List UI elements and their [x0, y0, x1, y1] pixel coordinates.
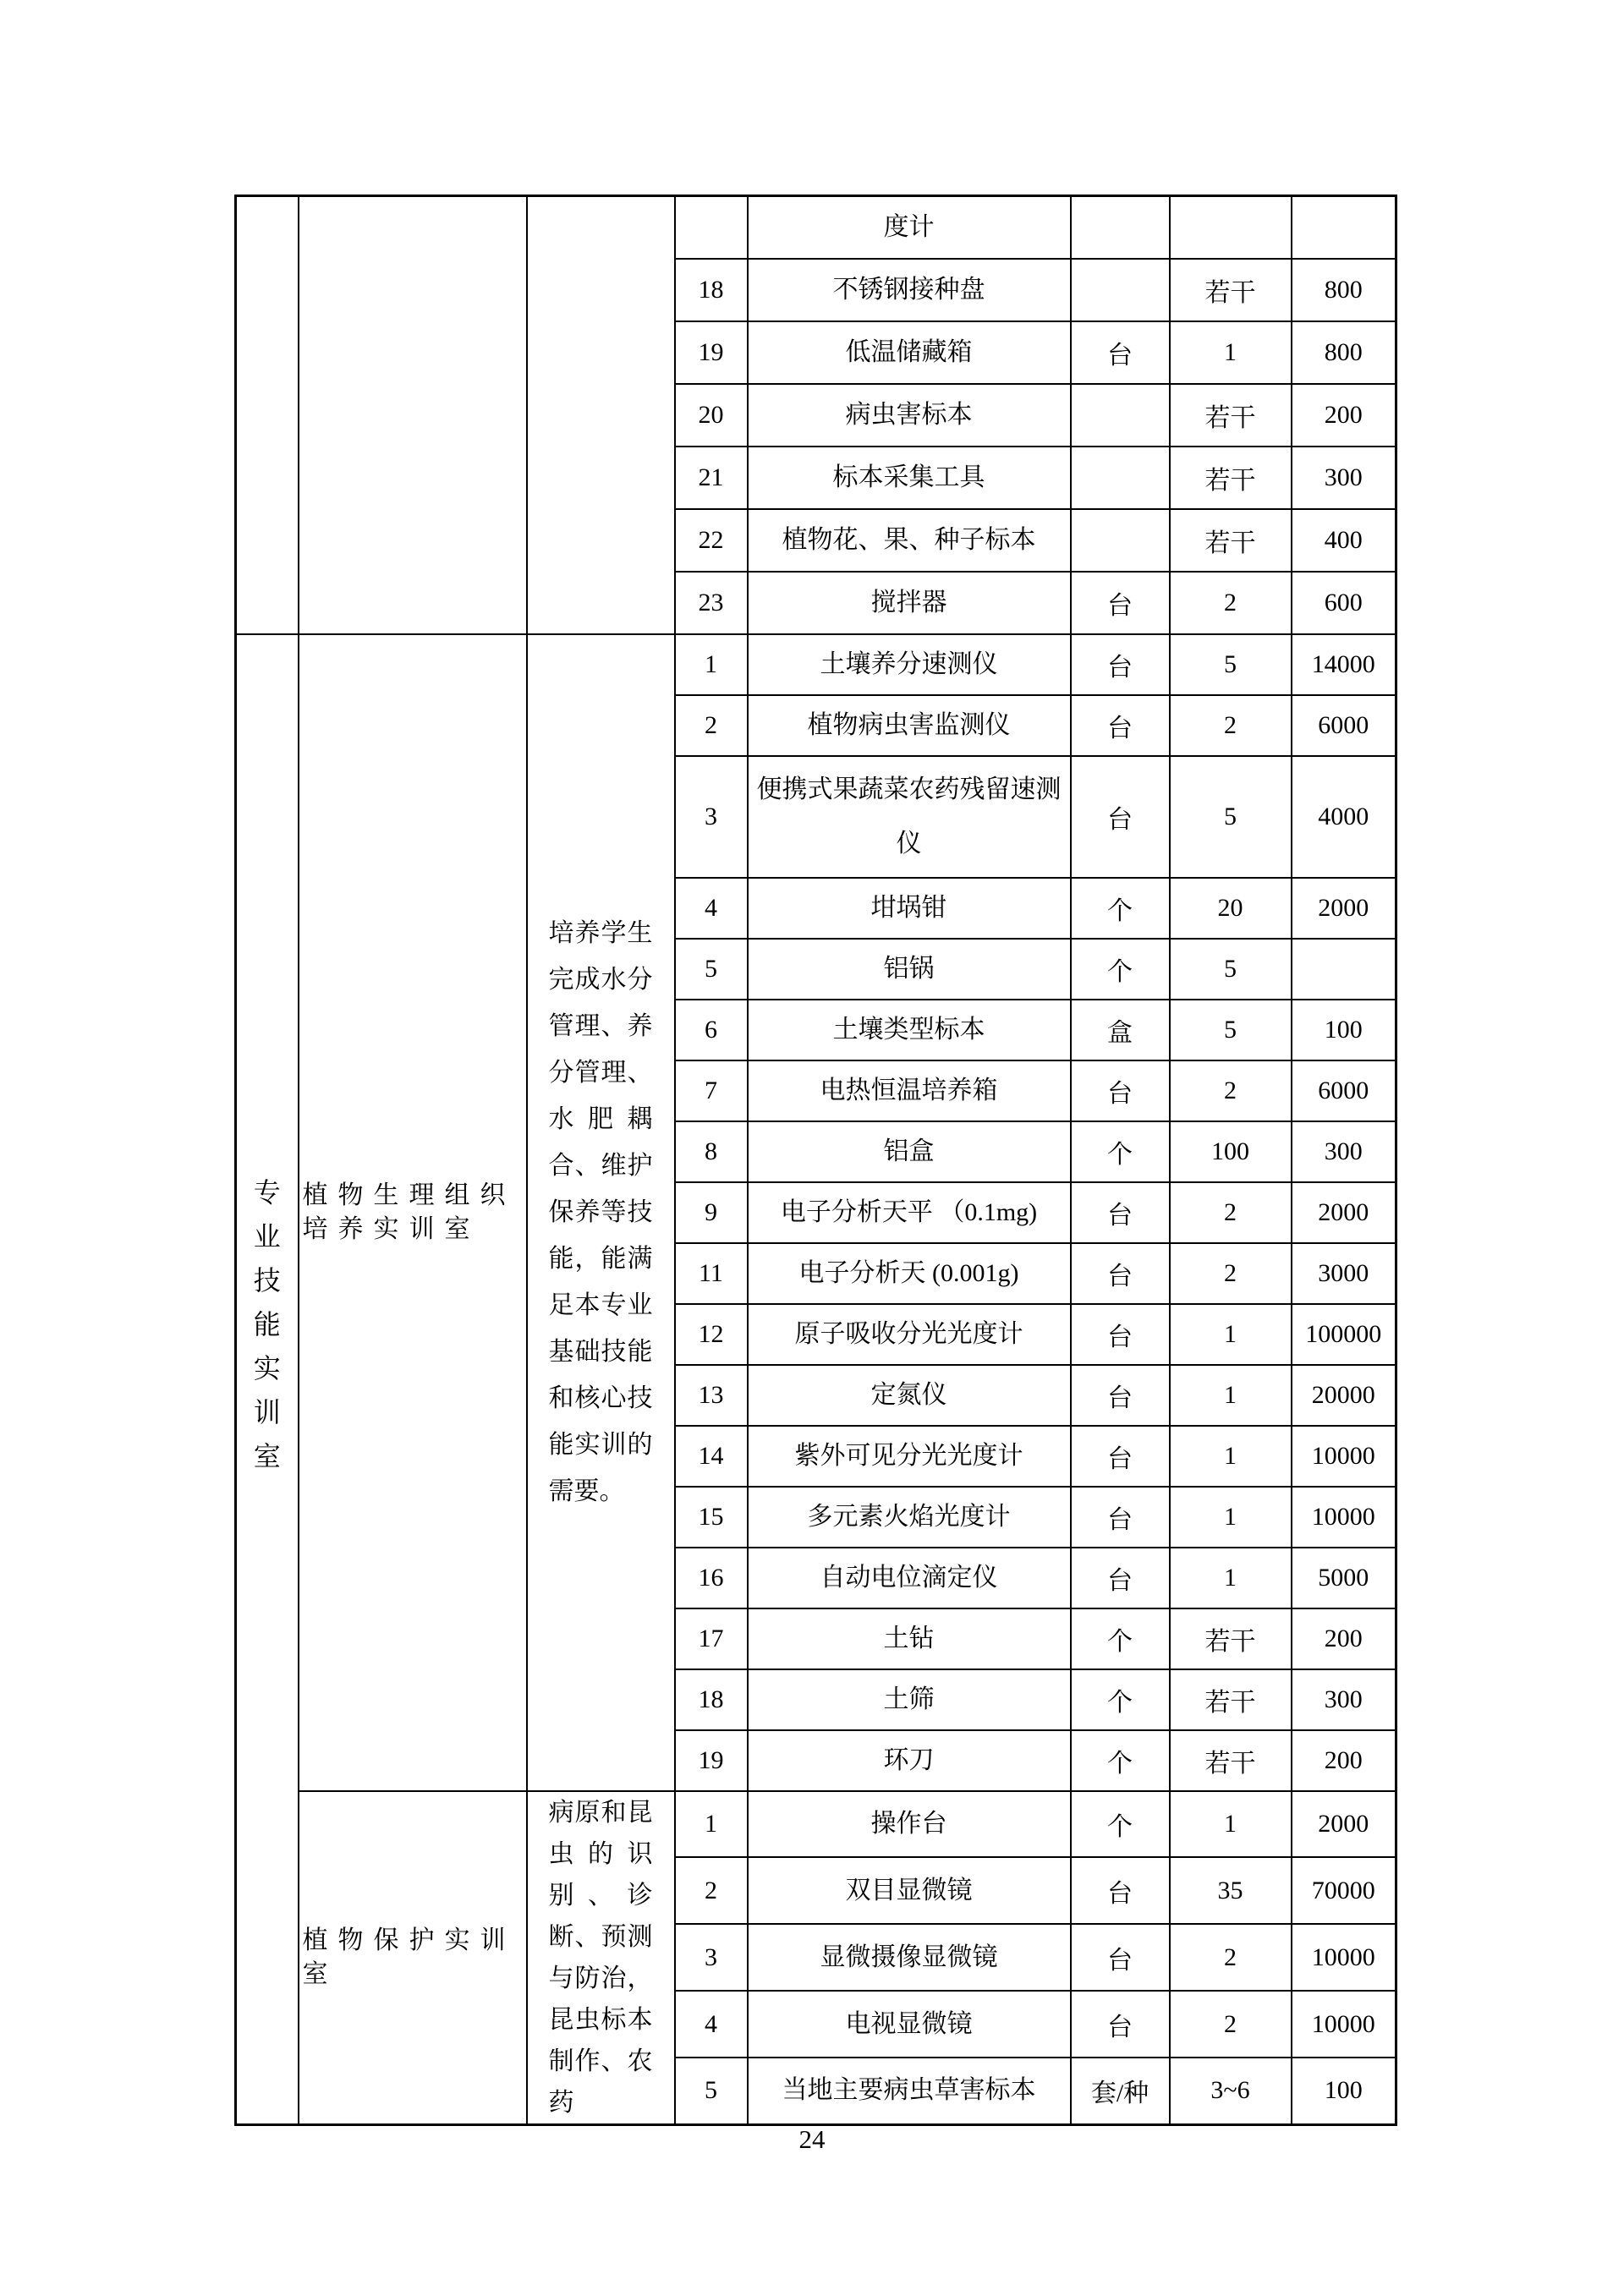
quantity-cell: 1	[1170, 1487, 1292, 1548]
room-description: 培养学生完成水分管理、养分管理、水肥耦合、维护保养等技能，能满足本专业基础技能和核心技能实训的需要。	[548, 919, 653, 1505]
row-number-cell: 3	[675, 1924, 748, 1991]
row-number-cell: 23	[675, 572, 748, 634]
room-description: 病原和昆虫的识别、诊断、预测与防治，昆虫标本制作、农药	[548, 1798, 653, 2117]
quantity-cell: 2	[1170, 1991, 1292, 2058]
equipment-name-cell: 度计	[748, 196, 1071, 259]
row-number-cell: 14	[675, 1426, 748, 1487]
equipment-name-cell: 双目显微镜	[748, 1857, 1071, 1924]
equipment-name-cell: 电热恒温培养箱	[748, 1060, 1071, 1121]
row-number-cell: 19	[675, 1730, 748, 1791]
price-cell: 5000	[1292, 1548, 1396, 1608]
quantity-cell: 若干	[1170, 1608, 1292, 1669]
unit-cell	[1071, 196, 1170, 259]
quantity-cell: 1	[1170, 1304, 1292, 1365]
row-number-cell: 18	[675, 259, 748, 321]
equipment-name-cell: 自动电位滴定仪	[748, 1548, 1071, 1608]
room-cell-continued	[299, 196, 527, 634]
price-cell: 300	[1292, 1121, 1396, 1182]
row-number-cell: 22	[675, 509, 748, 572]
price-cell: 4000	[1292, 756, 1396, 878]
quantity-cell: 5	[1170, 1000, 1292, 1060]
price-cell: 2000	[1292, 878, 1396, 939]
unit-cell	[1071, 384, 1170, 447]
quantity-cell: 20	[1170, 878, 1292, 939]
equipment-name-cell: 植物病虫害监测仪	[748, 695, 1071, 756]
row-number-cell: 17	[675, 1608, 748, 1669]
price-cell: 100000	[1292, 1304, 1396, 1365]
quantity-cell	[1170, 196, 1292, 259]
description-cell	[527, 1791, 675, 2125]
unit-cell: 盒	[1071, 1000, 1170, 1060]
equipment-name-cell: 电子分析天 (0.001g)	[748, 1243, 1071, 1304]
row-number-cell: 15	[675, 1487, 748, 1548]
equipment-name-cell: 显微摄像显微镜	[748, 1924, 1071, 1991]
row-number-cell: 3	[675, 756, 748, 878]
quantity-cell: 3~6	[1170, 2058, 1292, 2124]
price-cell	[1292, 939, 1396, 1000]
equipment-name-cell: 电子分析天平 （0.1mg)	[748, 1182, 1071, 1243]
quantity-cell: 5	[1170, 634, 1292, 695]
room-cell	[299, 1791, 527, 2125]
unit-cell: 台	[1071, 321, 1170, 384]
unit-cell: 台	[1071, 1304, 1170, 1365]
table-row	[236, 196, 1396, 259]
price-cell: 800	[1292, 321, 1396, 384]
room-cell	[299, 634, 527, 1791]
unit-cell: 台	[1071, 1924, 1170, 1991]
unit-cell: 个	[1071, 1669, 1170, 1730]
equipment-name-cell: 土钻	[748, 1608, 1071, 1669]
row-number-cell: 1	[675, 634, 748, 695]
category-cell	[236, 634, 299, 2125]
equipment-name-cell: 标本采集工具	[748, 447, 1071, 509]
quantity-cell: 若干	[1170, 447, 1292, 509]
price-cell	[1292, 196, 1396, 259]
row-number-cell: 8	[675, 1121, 748, 1182]
equipment-name-cell: 不锈钢接种盘	[748, 259, 1071, 321]
price-cell: 800	[1292, 259, 1396, 321]
price-cell: 300	[1292, 447, 1396, 509]
equipment-name-cell: 低温储藏箱	[748, 321, 1071, 384]
unit-cell: 套/种	[1071, 2058, 1170, 2124]
quantity-cell: 35	[1170, 1857, 1292, 1924]
price-cell: 600	[1292, 572, 1396, 634]
price-cell: 10000	[1292, 1426, 1396, 1487]
price-cell: 2000	[1292, 1791, 1396, 1858]
unit-cell: 台	[1071, 1548, 1170, 1608]
equipment-name-cell: 铝锅	[748, 939, 1071, 1000]
quantity-cell: 5	[1170, 939, 1292, 1000]
equipment-name-cell: 当地主要病虫草害标本	[748, 2058, 1071, 2124]
equipment-name-cell: 环刀	[748, 1730, 1071, 1791]
unit-cell: 台	[1071, 756, 1170, 878]
row-number-cell: 16	[675, 1548, 748, 1608]
quantity-cell: 若干	[1170, 1730, 1292, 1791]
row-number-cell: 11	[675, 1243, 748, 1304]
quantity-cell: 5	[1170, 756, 1292, 878]
unit-cell: 台	[1071, 634, 1170, 695]
quantity-cell: 1	[1170, 1791, 1292, 1858]
table-row	[236, 1791, 1396, 1858]
equipment-name-cell: 土筛	[748, 1669, 1071, 1730]
price-cell: 200	[1292, 1730, 1396, 1791]
price-cell: 400	[1292, 509, 1396, 572]
table-row	[236, 634, 1396, 695]
unit-cell: 个	[1071, 939, 1170, 1000]
price-cell: 70000	[1292, 1857, 1396, 1924]
description-cell-continued	[527, 196, 675, 634]
row-number-cell: 21	[675, 447, 748, 509]
price-cell: 14000	[1292, 634, 1396, 695]
equipment-name-cell: 电视显微镜	[748, 1991, 1071, 2058]
unit-cell: 个	[1071, 1121, 1170, 1182]
row-number-cell	[675, 196, 748, 259]
quantity-cell: 1	[1170, 1548, 1292, 1608]
unit-cell: 台	[1071, 572, 1170, 634]
price-cell: 20000	[1292, 1365, 1396, 1426]
description-cell	[527, 634, 675, 1791]
room-name: 植物生理组织培养实训室	[302, 1181, 516, 1243]
price-cell: 10000	[1292, 1991, 1396, 2058]
category-vertical-label: 专 业 技 能 实 训 室	[253, 1176, 281, 1471]
quantity-cell: 若干	[1170, 509, 1292, 572]
price-cell: 3000	[1292, 1243, 1396, 1304]
quantity-cell: 若干	[1170, 384, 1292, 447]
equipment-name-cell: 坩埚钳	[748, 878, 1071, 939]
equipment-name-cell: 植物花、果、种子标本	[748, 509, 1071, 572]
price-cell: 300	[1292, 1669, 1396, 1730]
equipment-name-cell: 操作台	[748, 1791, 1071, 1858]
price-cell: 10000	[1292, 1487, 1396, 1548]
unit-cell: 个	[1071, 1608, 1170, 1669]
unit-cell: 个	[1071, 1730, 1170, 1791]
price-cell: 200	[1292, 1608, 1396, 1669]
row-number-cell: 4	[675, 1991, 748, 2058]
quantity-cell: 100	[1170, 1121, 1292, 1182]
equipment-table	[234, 195, 1397, 2126]
category-cell-continued	[236, 196, 299, 634]
unit-cell	[1071, 509, 1170, 572]
unit-cell: 台	[1071, 1857, 1170, 1924]
quantity-cell: 2	[1170, 1060, 1292, 1121]
quantity-cell: 2	[1170, 1924, 1292, 1991]
equipment-name-cell: 定氮仪	[748, 1365, 1071, 1426]
unit-cell: 台	[1071, 1365, 1170, 1426]
equipment-name-cell: 土壤养分速测仪	[748, 634, 1071, 695]
quantity-cell: 2	[1170, 572, 1292, 634]
row-number-cell: 13	[675, 1365, 748, 1426]
equipment-name-cell: 便携式果蔬菜农药残留速测仪	[748, 756, 1071, 878]
row-number-cell: 6	[675, 1000, 748, 1060]
price-cell: 100	[1292, 1000, 1396, 1060]
equipment-name-cell: 原子吸收分光光度计	[748, 1304, 1071, 1365]
quantity-cell: 2	[1170, 695, 1292, 756]
equipment-name-cell: 紫外可见分光光度计	[748, 1426, 1071, 1487]
unit-cell: 台	[1071, 1060, 1170, 1121]
quantity-cell: 1	[1170, 1426, 1292, 1487]
unit-cell: 台	[1071, 1426, 1170, 1487]
unit-cell: 个	[1071, 878, 1170, 939]
price-cell: 100	[1292, 2058, 1396, 2124]
equipment-name-cell: 多元素火焰光度计	[748, 1487, 1071, 1548]
unit-cell: 个	[1071, 1791, 1170, 1858]
row-number-cell: 2	[675, 1857, 748, 1924]
quantity-cell: 若干	[1170, 1669, 1292, 1730]
price-cell: 200	[1292, 384, 1396, 447]
row-number-cell: 19	[675, 321, 748, 384]
row-number-cell: 4	[675, 878, 748, 939]
price-cell: 6000	[1292, 1060, 1396, 1121]
row-number-cell: 7	[675, 1060, 748, 1121]
unit-cell	[1071, 447, 1170, 509]
page-number: 24	[798, 2124, 826, 2154]
row-number-cell: 20	[675, 384, 748, 447]
quantity-cell: 2	[1170, 1182, 1292, 1243]
row-number-cell: 5	[675, 2058, 748, 2124]
row-number-cell: 12	[675, 1304, 748, 1365]
unit-cell: 台	[1071, 1243, 1170, 1304]
unit-cell: 台	[1071, 695, 1170, 756]
unit-cell: 台	[1071, 1487, 1170, 1548]
equipment-name-cell: 铝盒	[748, 1121, 1071, 1182]
row-number-cell: 5	[675, 939, 748, 1000]
quantity-cell: 1	[1170, 1365, 1292, 1426]
quantity-cell: 1	[1170, 321, 1292, 384]
row-number-cell: 9	[675, 1182, 748, 1243]
equipment-name-cell: 土壤类型标本	[748, 1000, 1071, 1060]
quantity-cell: 2	[1170, 1243, 1292, 1304]
row-number-cell: 1	[675, 1791, 748, 1858]
room-name: 植物保护实训室	[302, 1926, 516, 1988]
row-number-cell: 18	[675, 1669, 748, 1730]
price-cell: 10000	[1292, 1924, 1396, 1991]
quantity-cell: 若干	[1170, 259, 1292, 321]
price-cell: 6000	[1292, 695, 1396, 756]
unit-cell: 台	[1071, 1991, 1170, 2058]
row-number-cell: 2	[675, 695, 748, 756]
equipment-name-cell: 搅拌器	[748, 572, 1071, 634]
unit-cell: 台	[1071, 1182, 1170, 1243]
unit-cell	[1071, 259, 1170, 321]
price-cell: 2000	[1292, 1182, 1396, 1243]
equipment-name-cell: 病虫害标本	[748, 384, 1071, 447]
